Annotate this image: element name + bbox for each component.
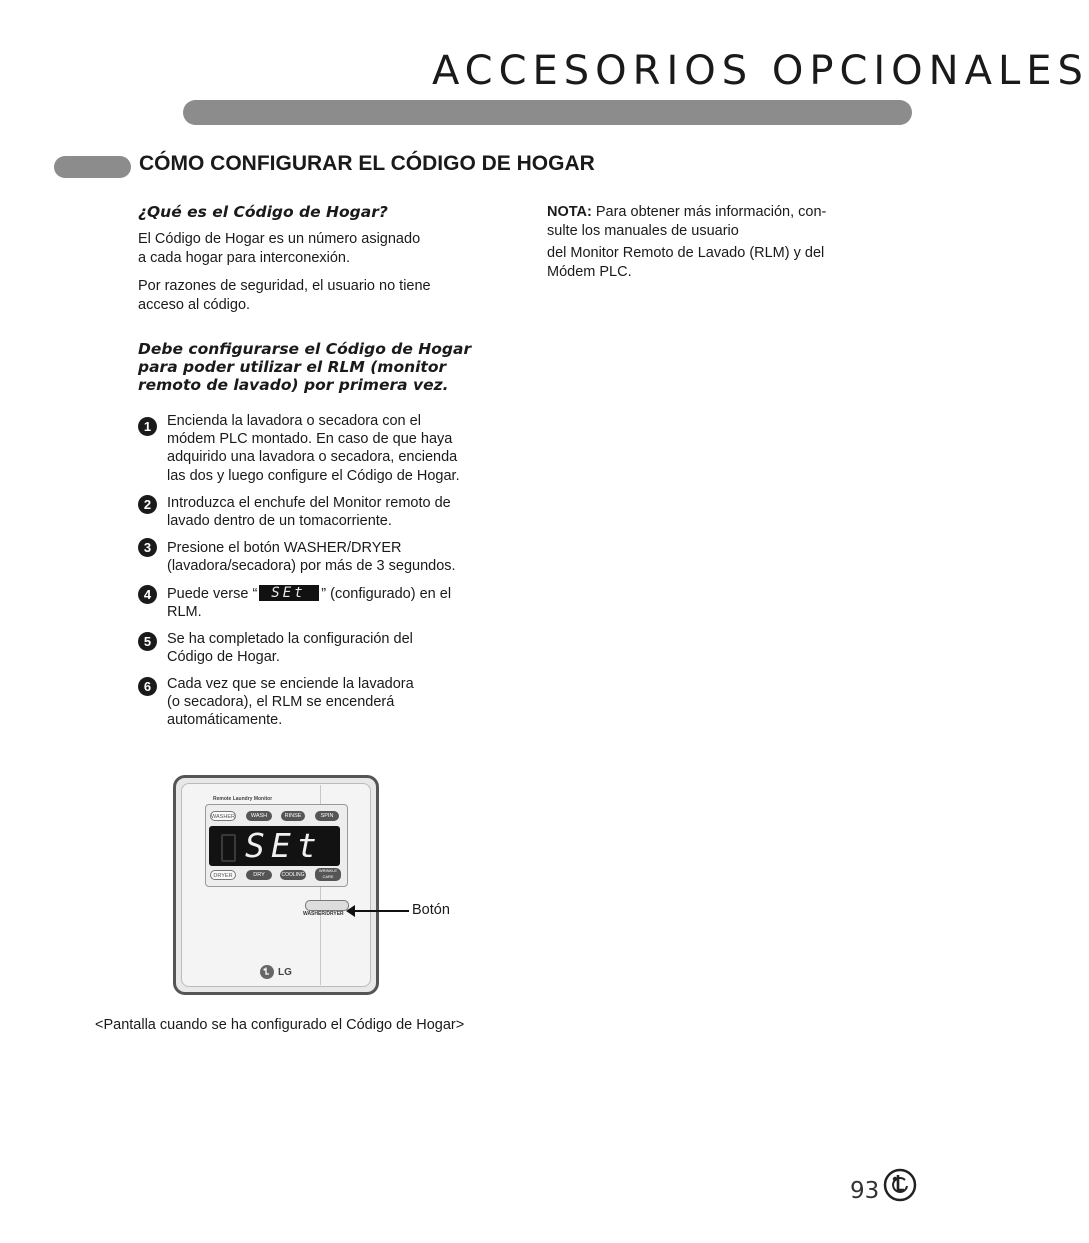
device-display [209, 826, 340, 866]
device-brand-label: Remote Laundry Monitor [213, 796, 273, 802]
step-line: Se ha completado la configuración del [167, 631, 413, 647]
step-text [167, 494, 507, 530]
step-text-before: Puede verse “ [167, 586, 258, 602]
note-line: del Monitor Remoto de Lavado (RLM) y del [547, 245, 825, 261]
step-line: módem PLC montado. En caso de que haya [167, 431, 453, 448]
washer-indicator: WASHER [210, 811, 236, 821]
step-line: Presione el botón WASHER/DRYER [167, 540, 402, 556]
page-number: 93 [850, 1178, 880, 1204]
section-title: CÓMO CONFIGURAR EL CÓDIGO DE HOGAR [139, 152, 595, 175]
callout-label: Botón [412, 902, 450, 918]
dryer-indicator: DRYER [210, 870, 236, 880]
intro-line: acceso al código. [138, 296, 251, 313]
step-number: 1 [138, 417, 157, 436]
lg-logo-text: LG [278, 967, 292, 978]
wrinkle-care-indicator: WRINKLE CARE [315, 868, 341, 881]
step-number: 5 [138, 632, 157, 651]
instruction-heading-line: para poder utilizar el RLM (monitor [138, 358, 447, 376]
step-line: adquirido una lavadora o secadora, encienda [167, 449, 458, 466]
note-line [547, 203, 867, 222]
figure-caption: <Pantalla cuando se ha configurado el Código de Hogar> [95, 1017, 465, 1033]
step-text [167, 585, 507, 621]
step-line: (lavadora/secadora) por más de 3 segundos. [167, 558, 456, 575]
step-number: 6 [138, 677, 157, 696]
callout-arrow-icon [346, 905, 355, 917]
step-text [167, 539, 507, 575]
step-text [167, 412, 507, 485]
step-line: Introduzca el enchufe del Monitor remoto de [167, 495, 451, 511]
set-display-text: SEt [271, 585, 306, 601]
step-line: Código de Hogar. [167, 649, 280, 666]
intro-paragraph-2 [138, 277, 431, 314]
rinse-indicator: RINSE [281, 811, 305, 821]
lg-footer-logo-icon [883, 1168, 917, 1202]
instruction-heading [138, 340, 471, 394]
intro-line: El Código de Hogar es un número asignado [138, 231, 421, 247]
step-text [167, 630, 507, 666]
step-line: (o secadora), el RLM se encenderá [167, 694, 395, 711]
device-display-text: SEt [245, 826, 323, 865]
callout-arrow-line [352, 910, 409, 912]
instruction-heading-line: Debe configurarse el Código de Hogar [138, 340, 472, 358]
set-display-icon [259, 585, 319, 601]
note [547, 203, 867, 281]
step-line: Cada vez que se enciende la lavadora [167, 676, 414, 692]
step-line: Encienda la lavadora o secadora con el [167, 413, 421, 429]
title-bar [183, 100, 912, 125]
intro-line: Por razones de seguridad, el usuario no tiene [138, 278, 431, 294]
washer-dryer-button[interactable] [305, 900, 349, 911]
step-text-after: ” (configurado) en el [321, 586, 452, 602]
step-number: 4 [138, 585, 157, 604]
wash-indicator: WASH [246, 811, 272, 821]
washer-dryer-label: WASHER/DRYER [303, 911, 344, 917]
step-line: automáticamente. [167, 712, 283, 729]
note-line: Módem PLC. [547, 263, 632, 280]
intro-question: ¿Qué es el Código de Hogar? [138, 203, 388, 221]
instruction-heading-line: remoto de lavado) por primera vez. [138, 376, 449, 394]
intro-paragraph-1 [138, 230, 420, 267]
cooling-indicator: COOLING [281, 872, 305, 878]
note-label: NOTA: [547, 204, 592, 220]
step-line [167, 585, 507, 603]
step-line: las dos y luego configure el Código de Hogar. [167, 467, 460, 484]
step-number: 3 [138, 538, 157, 557]
lg-logo-icon [259, 964, 275, 980]
dry-indicator: DRY [246, 870, 272, 880]
step-number: 2 [138, 495, 157, 514]
note-line: sulte los manuales de usuario [547, 222, 739, 239]
intro-line: a cada hogar para interconexión. [138, 249, 351, 266]
display-ghost-digit [221, 834, 236, 862]
step-line: RLM. [167, 604, 202, 621]
section-pill [54, 156, 131, 178]
page-title: ACCESORIOS OPCIONALES [432, 48, 1089, 94]
note-text: Para obtener más información, con- [591, 204, 827, 220]
step-text [167, 675, 507, 730]
spin-indicator: SPIN [315, 811, 339, 821]
step-line: lavado dentro de un tomacorriente. [167, 513, 392, 530]
